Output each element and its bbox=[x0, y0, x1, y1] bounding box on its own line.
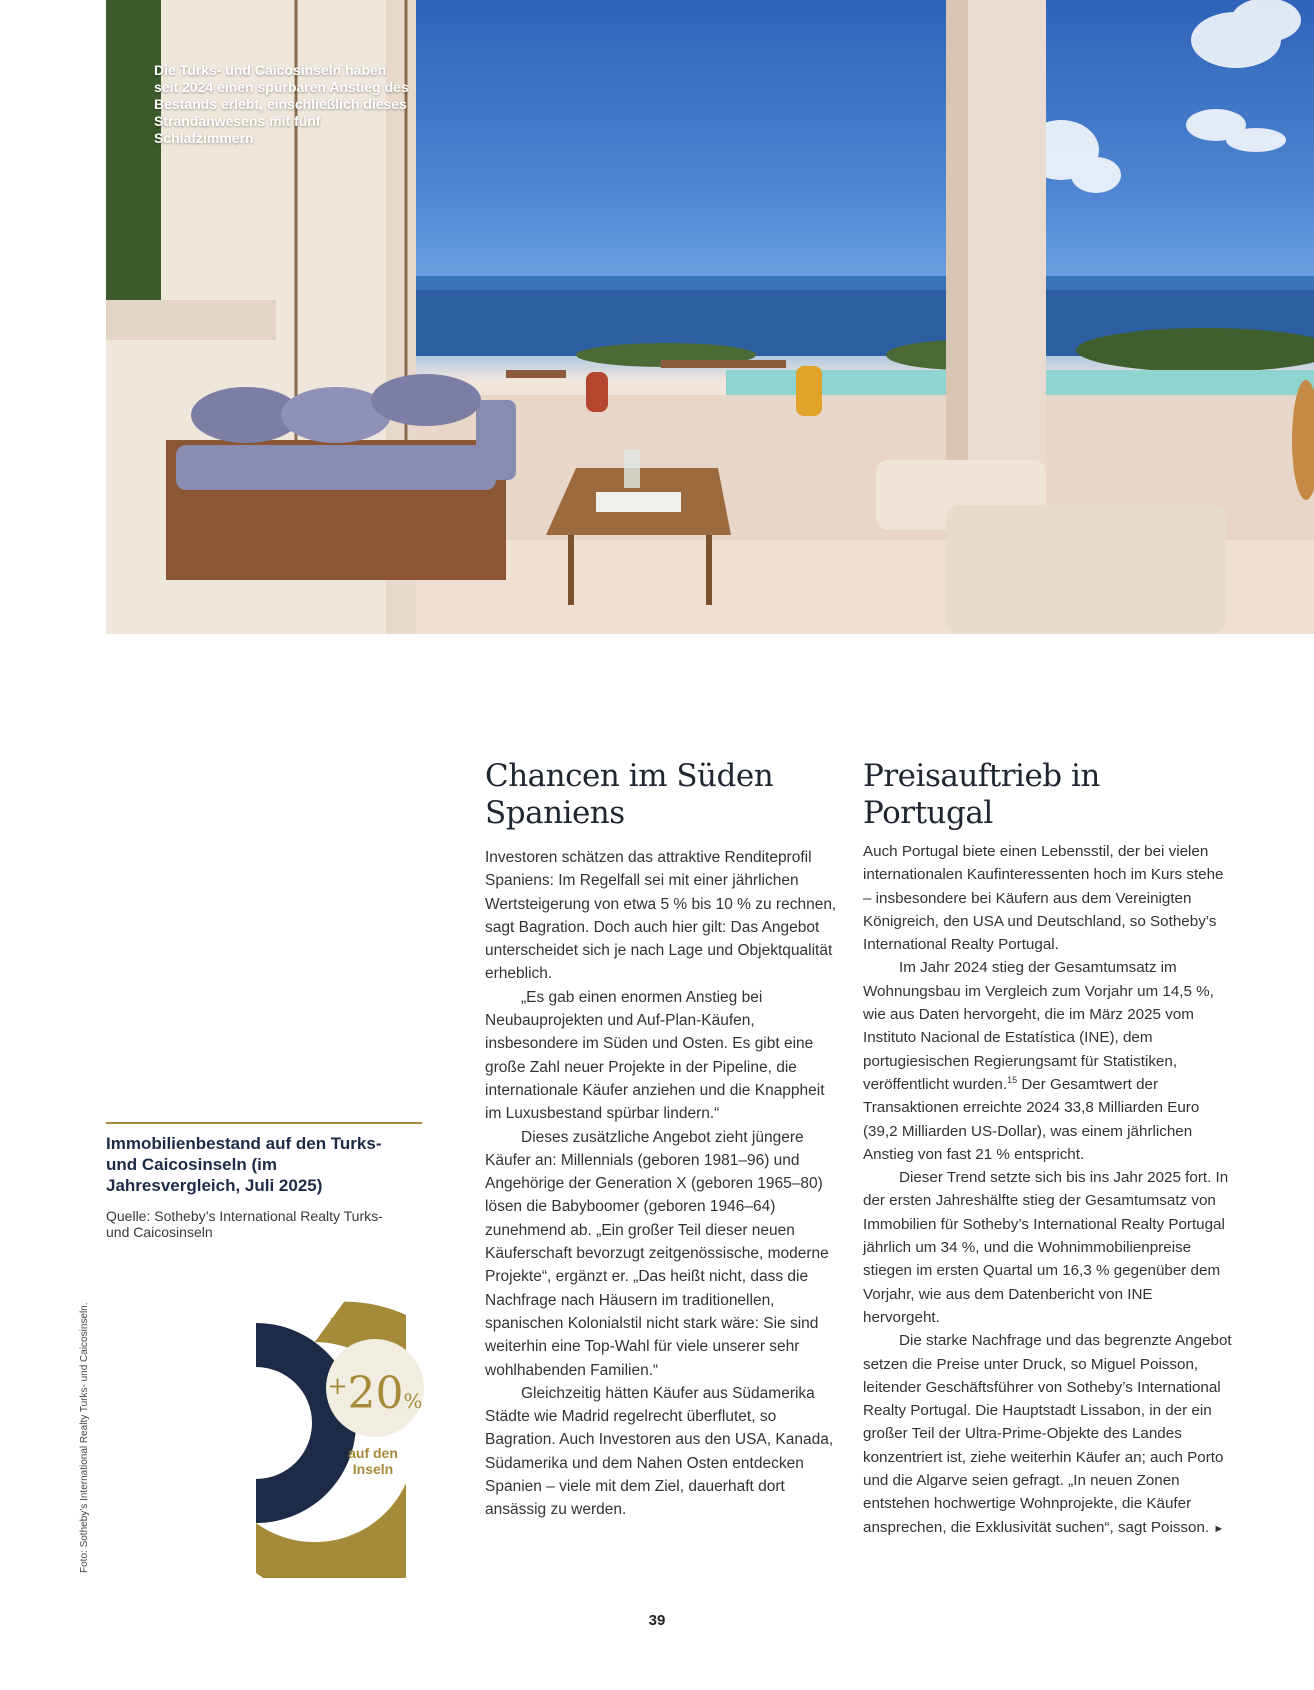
page-number: 39 bbox=[648, 1612, 666, 1629]
infobox-title: Immobilienbestand auf den Turks- und Caicosinseln (im Jahresvergleich, Juli 2025) bbox=[106, 1134, 382, 1195]
paragraph bbox=[863, 1329, 1233, 1541]
year-2024-label: 2024 bbox=[268, 1495, 302, 1512]
infobox-rule bbox=[106, 1122, 422, 1124]
paragraph-text: Der Gesamtwert der Transaktionen erreichte 2024 33,8 Milliarden Euro (39,2 Milliarden US-Dollar), was einem jährlichen Anstieg von fast 21 % entspricht. bbox=[863, 1075, 1200, 1163]
paragraph: Dieser Trend setzte sich bis ins Jahr 2025 fort. In der ersten Jahreshälfte stieg der Gesamtumsatz von Immobilien für Sotheby’s International Realty Portugal jährlich um 34 %, und die Wohnimmobilienpreise stiegen im ersten Quartal um 16,3 % gegenüber dem Vorjahr, wie aus dem Datenbericht von INE hervorgeht. bbox=[863, 1169, 1229, 1326]
photo-credit: Foto: Sotheby’s International Realty Turks- und Caicosinseln. bbox=[79, 1302, 90, 1573]
paragraph-text: Die starke Nachfrage und das begrenzte Angebot setzen die Preise unter Druck, so Miguel Poisson, leitender Geschäftsführer von Sotheby’s International Realty Portugal. Die Hauptstadt Lissabon, in der ein großer Teil der Ultra-Prime-Objekte des Landes konzentriert ist, ziehe weiterhin Käufer an; auch Porto und die Algarve seien gefragt. „In neuen Zonen entstehen hochwertige Wohnprojekte, die Käufer ansprechen, die Exklusivität suchen“, sagt Poisson. bbox=[863, 1332, 1232, 1536]
paragraph: Gleichzeitig hätten Käufer aus Südamerika Städte wie Madrid regelrecht überflutet, so Bagration. Auch Investoren aus den USA, Kanada, Südamerika und dem Nahen Osten entdecken Spanien – viele mit dem Ziel, dauerhaft dort ansässig zu werden. bbox=[485, 1384, 834, 1519]
end-mark-icon: ► bbox=[1213, 1522, 1225, 1535]
photo-caption: Die Turks- und Caicosinseln haben seit 2024 einen spürbaren Anstieg des Bestands erlebt, einschließlich dieses Strandanwesens mit fünf Schlafzimmern bbox=[154, 62, 409, 146]
change-unit: % bbox=[403, 1389, 423, 1413]
paragraph: Dieses zusätzliche Angebot zieht jüngere Käufer an: Millennials (geboren 1981–96) und Angehörige der Generation X (geboren 1965–80) lösen die Babyboomer (geboren 1946–64) zunehmend ab. „Ein großer Teil dieser neuen Käuferschaft bevorzugt zeitgenössische, moderne Projekte“, ergänzt er. „Das heißt nicht, dass die Nachfrage nach Häusern im traditionellen, spanischen Kolonialstil nicht stark wäre: Sie sind weiterhin eine Top-Wahl für viele unserer sehr wohlhabenden Familien.“ bbox=[485, 1128, 829, 1379]
paragraph bbox=[863, 956, 1233, 1166]
change-sign: + bbox=[327, 1372, 348, 1400]
change-value bbox=[326, 1361, 424, 1426]
infobox-source: Quelle: Sotheby’s International Realty Turks- und Caicosinseln bbox=[106, 1208, 383, 1240]
paragraph: „Es gab einen enormen Anstieg bei Neubauprojekten und Auf-Plan-Käufen, insbesondere im Süden und Osten. Es gibt eine große Zahl neuer Projekte in der Pipeline, die internationale Käufer anziehen und die Knappheit im Luxusbestand spürbar lindern.“ bbox=[485, 988, 825, 1123]
article-column-spain bbox=[485, 758, 837, 1522]
heading-portugal: Preisauftrieb in Portugal bbox=[863, 758, 1100, 831]
hero-photo bbox=[106, 0, 1314, 634]
article-column-portugal bbox=[863, 758, 1233, 1541]
change-badge bbox=[326, 1339, 424, 1437]
year-2025-label: 2025 bbox=[268, 1540, 302, 1557]
footnote-marker: 15 bbox=[1007, 1074, 1018, 1085]
paragraph: Investoren schätzen das attraktive Renditeprofil Spaniens: Im Regelfall sei mit einer jährlichen Wertsteigerung von etwa 5 % bis 10 % zu rechnen, sagt Bagration. Doch auch hier gilt: Das Angebot unterscheidet sich je nach Lage und Objektqualität erheblich. bbox=[485, 849, 837, 983]
change-number: 20 bbox=[347, 1368, 404, 1419]
paragraph-text: Im Jahr 2024 stieg der Gesamtumsatz im Wohnungsbau im Vergleich zum Vorjahr um 14,5 %, wie aus Daten hervorgeht, die im März 2025 vom Instituto Nacional de Estatística (INE), dem portugiesischen Regierungsamt für Statistiken, veröffentlicht wurden. bbox=[863, 959, 1214, 1093]
heading-spain: Chancen im Süden Spaniens bbox=[485, 758, 774, 831]
change-label: auf den Inseln bbox=[348, 1445, 398, 1477]
paragraph: Auch Portugal biete einen Lebensstil, der bei vielen internationalen Kaufinteressenten hoch im Kurs stehe – insbesondere bei Käufern aus dem Vereinigten Königreich, den USA und Deutschland, so Sotheby’s International Realty Portugal. bbox=[863, 843, 1224, 954]
